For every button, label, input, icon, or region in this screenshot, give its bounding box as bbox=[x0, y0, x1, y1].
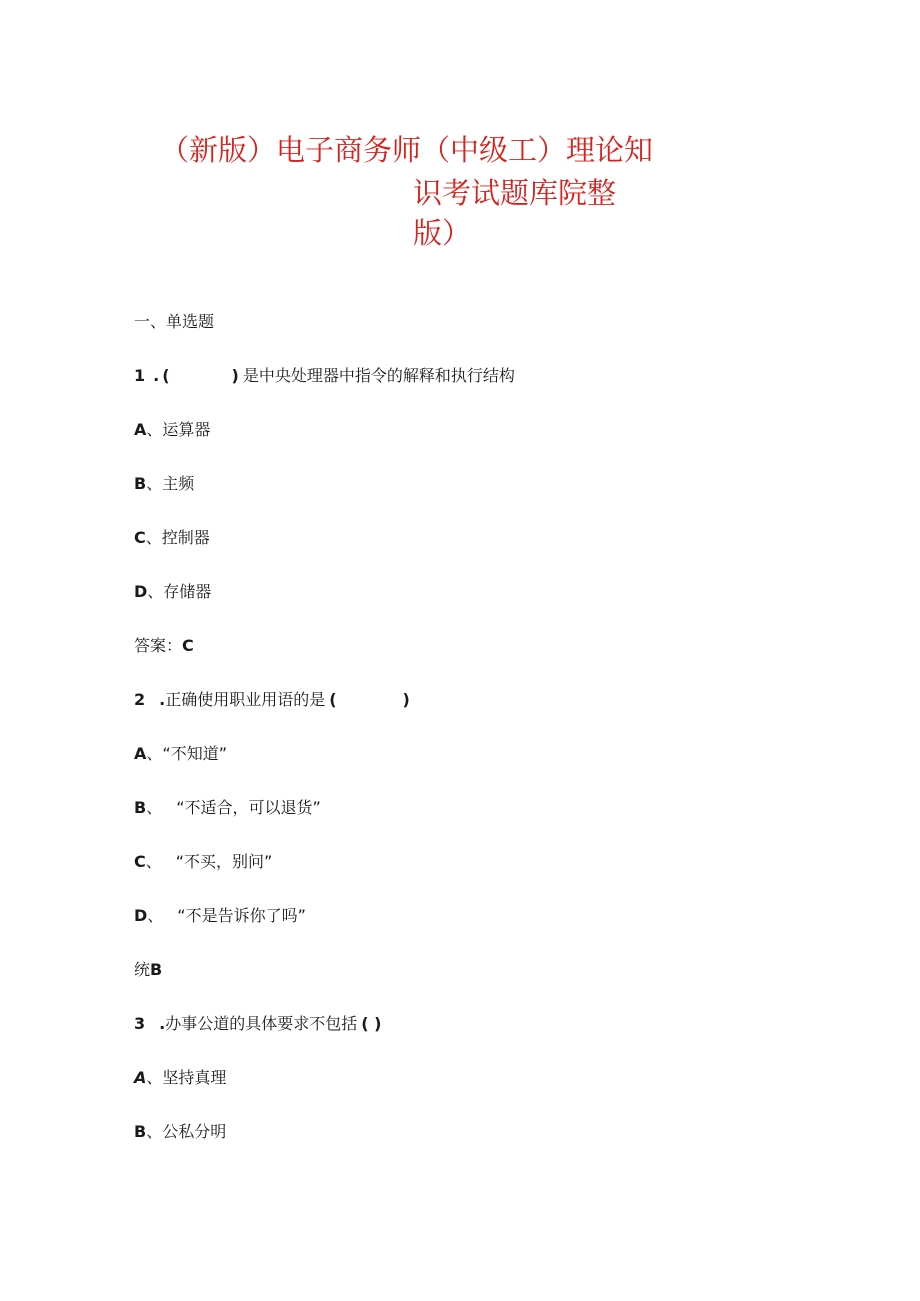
option-sep: 、 bbox=[147, 582, 164, 601]
option-text: 坚持真理 bbox=[162, 1068, 227, 1087]
option-label: D bbox=[134, 906, 148, 925]
question-number: 2 bbox=[134, 690, 146, 709]
option-label: B bbox=[134, 1122, 147, 1141]
option-text: “不适合，可以退货” bbox=[176, 798, 321, 817]
answer-blank-close: ) bbox=[231, 366, 239, 385]
document-title-line-2: 识考试题库院整 bbox=[413, 176, 617, 210]
option-sep: 、 bbox=[146, 474, 163, 493]
option-label: B bbox=[134, 798, 147, 817]
answer-prefix: 答案： bbox=[134, 636, 183, 655]
option-label: A bbox=[134, 420, 147, 439]
question-1-answer bbox=[134, 635, 194, 657]
option-sep: 、 bbox=[146, 420, 163, 439]
option-text: “不是告诉你了吗” bbox=[177, 906, 306, 925]
option-label: C bbox=[134, 852, 146, 871]
question-1-option-b bbox=[134, 473, 194, 495]
answer-value: B bbox=[150, 960, 163, 979]
document-title-line-1: （新版）电子商务师（中级工）理论知 bbox=[160, 133, 654, 167]
option-label: C bbox=[134, 528, 146, 547]
answer-blank-open: ( bbox=[329, 690, 337, 709]
question-2-option-a bbox=[134, 743, 227, 765]
question-text: 正确使用职业用语的是 bbox=[165, 690, 326, 709]
question-3-option-a bbox=[134, 1067, 226, 1089]
option-sep: 、 bbox=[145, 852, 162, 871]
answer-value: C bbox=[182, 636, 194, 655]
option-label: A bbox=[134, 744, 147, 763]
option-text: 存储器 bbox=[163, 582, 212, 601]
option-text: 运算器 bbox=[162, 420, 211, 439]
question-sep: . bbox=[159, 1014, 166, 1033]
question-2-option-b bbox=[134, 797, 321, 819]
answer-prefix: 统 bbox=[134, 960, 151, 979]
answer-blank-close: ) bbox=[402, 690, 410, 709]
question-text: 办事公道的具体要求不包括 bbox=[165, 1014, 358, 1033]
option-text: 控制器 bbox=[161, 528, 210, 547]
question-sep: . bbox=[159, 690, 166, 709]
option-text: “不买，别问” bbox=[175, 852, 273, 871]
question-1-stem bbox=[134, 365, 515, 387]
question-2-option-c bbox=[134, 851, 272, 873]
question-2-option-d bbox=[134, 905, 306, 927]
question-1-option-d bbox=[134, 581, 211, 603]
option-sep: 、 bbox=[146, 798, 163, 817]
question-number: 3 bbox=[134, 1014, 146, 1033]
option-sep: 、 bbox=[147, 906, 164, 925]
option-sep: 、 bbox=[146, 1122, 163, 1141]
question-sep: . bbox=[153, 366, 160, 385]
question-1-option-c bbox=[134, 527, 210, 549]
answer-blank: ( ) bbox=[361, 1014, 382, 1033]
question-2-stem bbox=[134, 689, 410, 711]
question-number: 1 bbox=[134, 366, 146, 385]
option-text: “不知道” bbox=[162, 744, 227, 763]
option-sep: 、 bbox=[146, 744, 163, 763]
option-sep: 、 bbox=[146, 1068, 163, 1087]
answer-blank-open: ( bbox=[162, 366, 170, 385]
document-title-line-3: 版） bbox=[413, 216, 472, 250]
option-label: A bbox=[134, 1068, 147, 1087]
question-2-answer bbox=[134, 959, 162, 981]
option-label: B bbox=[134, 474, 147, 493]
option-sep: 、 bbox=[145, 528, 162, 547]
section-heading: 一、单选题 bbox=[134, 312, 215, 331]
question-3-option-b bbox=[134, 1121, 226, 1143]
option-text: 公私分明 bbox=[162, 1122, 227, 1141]
option-text: 主频 bbox=[162, 474, 195, 493]
question-1-option-a bbox=[134, 419, 210, 441]
question-text: 是中央处理器中指令的解释和执行结构 bbox=[242, 366, 515, 385]
option-label: D bbox=[134, 582, 148, 601]
question-3-stem bbox=[134, 1013, 381, 1035]
